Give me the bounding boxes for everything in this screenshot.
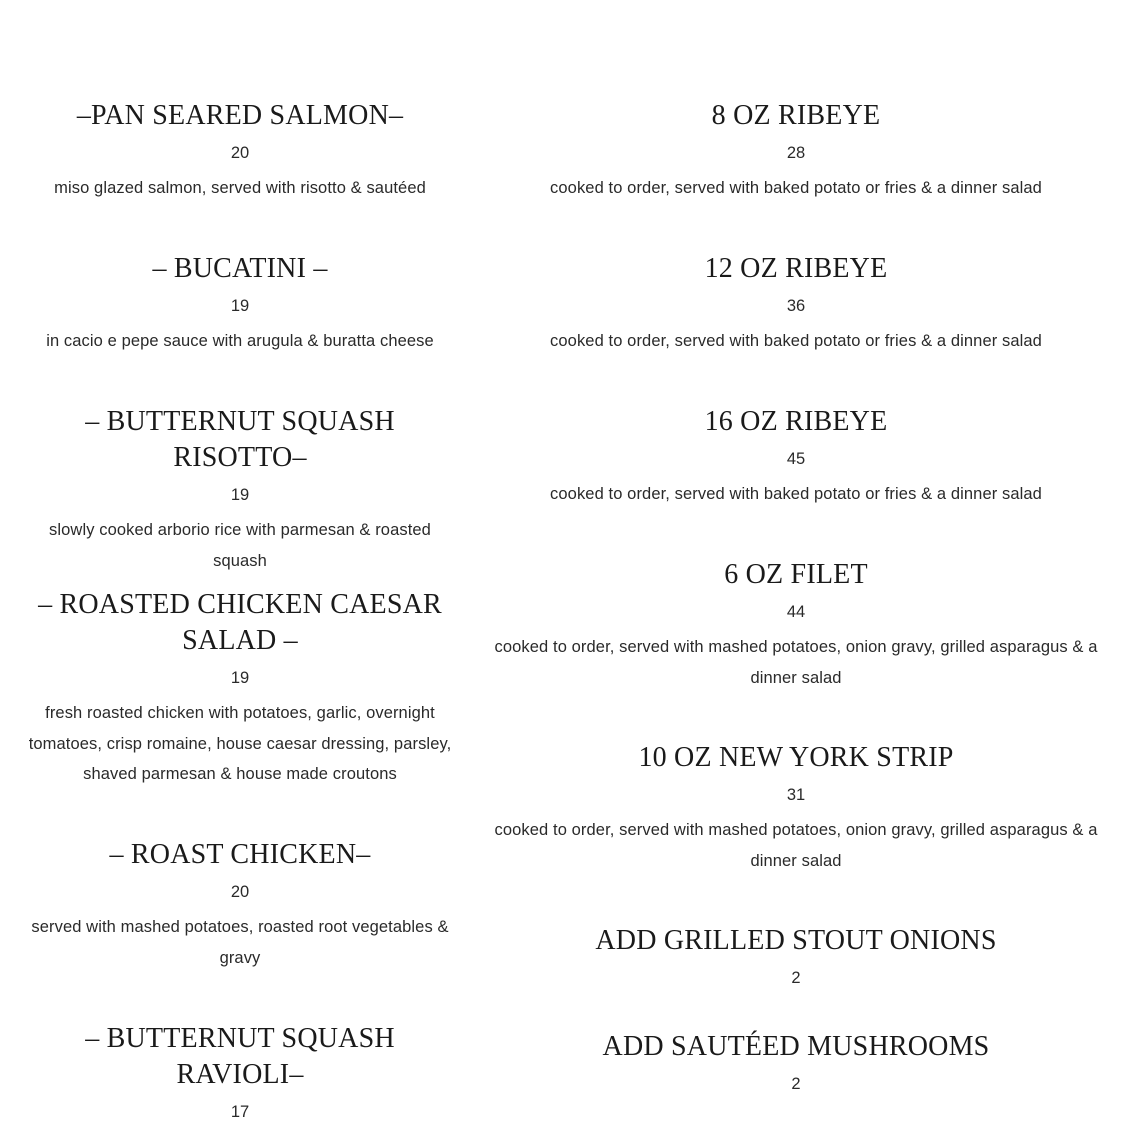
menu-item-name: – ROASTED CHICKEN CAESAR SALAD – — [38, 589, 442, 656]
menu-item-description: fresh roasted chicken with potatoes, garlic, overnight tomatoes, crisp romaine, house caesar dressing, parsley, shaved parmesan & house made croutons — [28, 704, 452, 783]
menu-item-price: 31 — [786, 786, 806, 804]
menu-item-name: 12 OZ RIBEYE — [704, 253, 888, 284]
menu-item-description: miso glazed salmon, served with risotto & sautéed — [54, 179, 426, 197]
menu-item-description: cooked to order, served with mashed potatoes, onion gravy, grilled asparagus & a dinner salad — [494, 638, 1098, 687]
menu-item-10oz-new-york-strip — [490, 740, 1102, 876]
menu-item-name: 8 OZ RIBEYE — [711, 100, 881, 131]
menu-item-description: cooked to order, served with baked potato or fries & a dinner salad — [550, 485, 1042, 503]
menu-item-add-grilled-stout-onions — [490, 923, 1102, 989]
menu-item-6oz-filet — [490, 557, 1102, 693]
menu-item-price: 19 — [230, 669, 250, 687]
menu-item-price: 45 — [786, 450, 806, 468]
menu-item-name: 16 OZ RIBEYE — [704, 406, 888, 437]
menu-item-price: 2 — [791, 1075, 801, 1093]
menu-item-name: – BUCATINI – — [152, 253, 328, 284]
menu-item-description: served with mashed potatoes, roasted root vegetables & gravy — [31, 918, 449, 967]
menu-item-8oz-ribeye — [490, 98, 1102, 204]
menu-item-price: 19 — [230, 297, 250, 315]
menu-item-price: 20 — [230, 144, 250, 162]
menu-item-description: cooked to order, served with mashed potatoes, onion gravy, grilled asparagus & a dinner salad — [494, 821, 1098, 870]
menu-item-price: 44 — [786, 603, 806, 621]
menu-item-description: in cacio e pepe sauce with arugula & buratta cheese — [46, 332, 434, 350]
menu-item-price: 36 — [786, 297, 806, 315]
menu-item-price: 2 — [791, 969, 801, 987]
menu-item-price: 19 — [230, 486, 250, 504]
menu-item-12oz-ribeye — [490, 251, 1102, 357]
menu-item-name: –PAN SEARED SALMON– — [76, 100, 404, 131]
menu-item-name: 6 OZ FILET — [724, 559, 868, 590]
menu-item-name: ADD SAUTÉED MUSHROOMS — [602, 1031, 990, 1062]
menu-item-name: 10 OZ NEW YORK STRIP — [638, 742, 954, 773]
menu-item-price: 28 — [786, 144, 806, 162]
menu-item-description: slowly cooked arborio rice with parmesan & roasted squash — [49, 521, 431, 570]
menu-item-name: – BUTTERNUT SQUASH RISOTTO– — [85, 406, 395, 473]
menu-item-name: – BUTTERNUT SQUASH RAVIOLI– — [85, 1023, 395, 1090]
menu-item-price: 20 — [230, 883, 250, 901]
menu-item-add-sauteed-mushrooms — [490, 1029, 1102, 1095]
menu-item-price: 17 — [230, 1103, 250, 1121]
menu-item-name: – ROAST CHICKEN– — [109, 839, 371, 870]
menu-item-16oz-ribeye — [490, 404, 1102, 510]
menu-item-description: cooked to order, served with baked potato or fries & a dinner salad — [550, 332, 1042, 350]
menu-item-description: cooked to order, served with baked potato or fries & a dinner salad — [550, 179, 1042, 197]
menu-item-name: ADD GRILLED STOUT ONIONS — [595, 925, 997, 956]
